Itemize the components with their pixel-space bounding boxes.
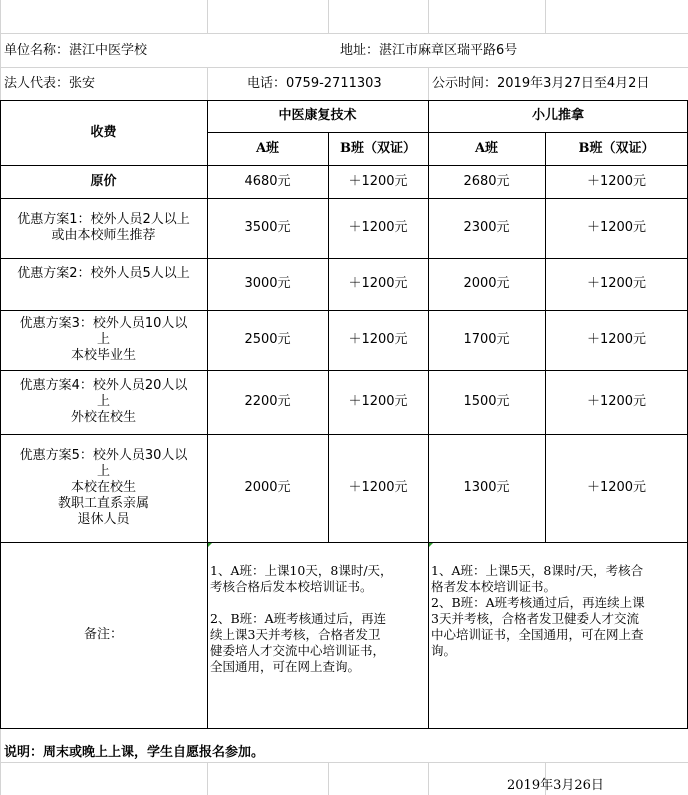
row-label-discount-2: 优惠方案2：校外人员5人以上 xyxy=(17,266,190,281)
price-cell: ＋1200元 xyxy=(586,276,647,291)
gridline xyxy=(0,67,688,68)
price-cell: 2200元 xyxy=(244,394,291,409)
price-cell: ＋1200元 xyxy=(586,480,647,495)
price-cell: ＋1200元 xyxy=(348,220,408,235)
unit-name: 单位名称：湛江中医学校 xyxy=(4,43,148,58)
remark-course-1: 1、A班：上课10天，8课时/天， 考核合格后发本校培训证书。 2、B班：A班考核通过后，再连 续上课3天并考核，合格者发卫 健委培人才交流中心培训证书， 全国通用，可在网上查询。 xyxy=(210,563,393,674)
gridline xyxy=(0,33,688,34)
phone: 电话：0759-2711303 xyxy=(247,76,382,91)
price-cell: 3000元 xyxy=(244,276,291,291)
gridline xyxy=(428,67,429,100)
gridline xyxy=(207,762,208,795)
gridline xyxy=(428,0,429,33)
price-cell: 3500元 xyxy=(244,220,291,235)
comment-marker-icon xyxy=(429,543,433,547)
price-cell: 2300元 xyxy=(463,220,510,235)
course-header-1: 中医康复技术 xyxy=(278,108,357,123)
gridline xyxy=(328,762,329,795)
issue-date: 2019年3月26日 xyxy=(507,778,604,793)
price-cell: ＋1200元 xyxy=(348,173,408,189)
price-cell: ＋1200元 xyxy=(586,394,647,409)
fee-header: 收费 xyxy=(90,124,117,140)
price-cell: ＋1200元 xyxy=(348,332,408,347)
course-header-2: 小儿推拿 xyxy=(531,108,584,123)
gridline xyxy=(0,762,688,763)
price-cell: 2000元 xyxy=(463,276,510,291)
comment-marker-icon xyxy=(208,543,212,547)
gridline xyxy=(545,0,546,33)
row-label-discount-1: 优惠方案1：校外人员2人以上 或由本校师生推荐 xyxy=(17,212,190,243)
price-cell: 1500元 xyxy=(463,394,510,409)
row-label-original-price: 原价 xyxy=(90,173,117,189)
address: 地址：湛江市麻章区瑞平路6号 xyxy=(340,43,518,58)
price-cell: 1700元 xyxy=(463,332,510,347)
price-cell: 2680元 xyxy=(463,173,510,189)
class-b-header-1: B班（双证） xyxy=(340,140,416,156)
gridline xyxy=(428,762,429,795)
class-b-header-2: B班（双证） xyxy=(578,140,655,156)
row-label-discount-4: 优惠方案4：校外人员20人以 上 外校在校生 xyxy=(19,378,188,425)
price-cell: 2500元 xyxy=(244,332,291,347)
price-cell: ＋1200元 xyxy=(586,173,647,189)
price-cell: ＋1200元 xyxy=(348,276,408,291)
row-label-discount-3: 优惠方案3：校外人员10人以 上 本校毕业生 xyxy=(19,316,188,363)
price-cell: 2000元 xyxy=(244,480,291,495)
price-cell: ＋1200元 xyxy=(586,332,647,347)
row-label-discount-5: 优惠方案5：校外人员30人以 上 本校在校生 教职工直系亲属 退休人员 xyxy=(19,448,188,527)
explanation-note: 说明：周末或晚上上课，学生自愿报名参加。 xyxy=(4,745,265,760)
price-cell: 1300元 xyxy=(463,480,510,495)
remark-label: 备注： xyxy=(83,627,123,642)
remark-course-2: 1、A班：上课5天，8课时/天，考核合 格者发本校培训证书。 2、B班：A班考核通过后，再连续上课 3天并考核，合格者发卫健委人才交流 中心培训证书，全国通用，可在网上查 询。 xyxy=(431,563,645,658)
price-cell: ＋1200元 xyxy=(348,394,408,409)
table-border xyxy=(0,728,688,729)
gridline xyxy=(207,0,208,33)
price-cell: 4680元 xyxy=(244,173,291,189)
gridline xyxy=(328,0,329,33)
notice-time: 公示时间：2019年3月27日至4月2日 xyxy=(432,76,650,91)
class-a-header-1: A班 xyxy=(255,140,280,156)
legal-representative: 法人代表：张安 xyxy=(4,76,96,91)
gridline xyxy=(207,67,208,100)
price-cell: ＋1200元 xyxy=(348,480,408,495)
class-a-header-2: A班 xyxy=(474,140,499,156)
price-cell: ＋1200元 xyxy=(586,220,647,235)
